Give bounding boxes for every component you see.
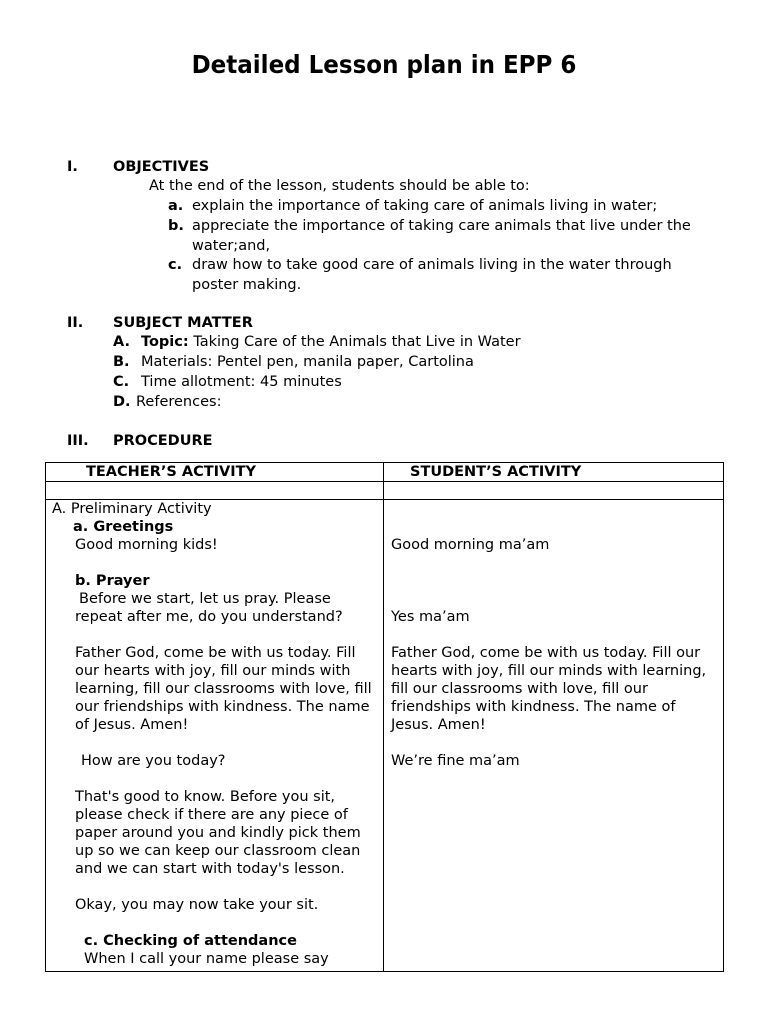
teacher-greeting: Good morning kids! [75, 537, 218, 553]
subject-item [113, 373, 342, 393]
subject-bold: Topic: [141, 334, 189, 350]
preliminary-heading: A. Preliminary Activity [52, 501, 212, 517]
subject-text: Time allotment: 45 minutes [141, 374, 342, 390]
subject-text: References: [136, 394, 222, 410]
student-cell [384, 500, 724, 972]
objective-text: draw how to take good care of animals living in the water through poster making. [192, 257, 672, 293]
student-activity-header: STUDENT’S ACTIVITY [384, 463, 724, 482]
subject-item [113, 353, 474, 373]
student-prayer: Father God, come be with us today. Fill our hearts with joy, fill our minds with learning, fill our classrooms with love, fill our friendships with kindness. The name of Jesus. Amen! [391, 645, 707, 733]
teacher-attendance: When I call your name please say [84, 951, 329, 967]
student-yes: Yes ma’am [391, 609, 470, 625]
objective-text: appreciate the importance of taking care animals that live under the water;and, [192, 218, 691, 254]
blank-cell [46, 482, 384, 500]
blank-cell [384, 482, 724, 500]
subject-label: C. [113, 374, 130, 390]
subject-label: B. [113, 354, 130, 370]
subject-item [113, 393, 221, 413]
teacher-cell [46, 500, 384, 972]
table-header-row [46, 463, 724, 482]
objective-label: a. [168, 198, 184, 214]
subject-text: Materials: Pentel pen, manila paper, Cartolina [141, 354, 474, 370]
prayer-heading: b. Prayer [75, 573, 150, 589]
objectives-number: I. [67, 159, 78, 175]
table-row [46, 500, 724, 972]
objectives-intro: At the end of the lesson, students should be able to: [149, 178, 530, 194]
subject-item [113, 333, 521, 353]
teacher-prayer: Father God, come be with us today. Fill our hearts with joy, fill our minds with learning, fill our classrooms with love, fill our friendships with kindness. The name of Jesus. Amen! [75, 645, 372, 733]
teacher-check-paper: That's good to know. Before you sit, please check if there are any piece of paper around you and kindly pick them up so we can keep our classroom clean and we can start with today's lesson. [75, 789, 361, 877]
subject-label: D. [113, 394, 131, 410]
teacher-sit: Okay, you may now take your sit. [75, 897, 319, 913]
student-fine: We’re fine ma’am [391, 753, 520, 769]
objective-item [168, 256, 708, 295]
teacher-activity-header: TEACHER’S ACTIVITY [46, 463, 384, 482]
objective-item [168, 197, 728, 217]
subject-matter-number: II. [67, 315, 84, 331]
greetings-heading: a. Greetings [73, 519, 174, 535]
student-greeting: Good morning ma’am [391, 537, 550, 553]
table-row [46, 482, 724, 500]
objectives-heading: OBJECTIVES [113, 159, 210, 175]
subject-text: Taking Care of the Animals that Live in Water [193, 334, 521, 350]
objective-label: b. [168, 218, 184, 234]
objective-label: c. [168, 257, 183, 273]
procedure-heading: PROCEDURE [113, 433, 213, 449]
objective-item [168, 217, 728, 256]
subject-matter-heading: SUBJECT MATTER [113, 315, 253, 331]
attendance-heading: c. Checking of attendance [84, 933, 297, 949]
prayer-intro: Before we start, let us pray. Please repeat after me, do you understand? [75, 591, 343, 625]
teacher-how-are-you: How are you today? [81, 753, 226, 769]
page-title: Detailed Lesson plan in EPP 6 [191, 50, 577, 79]
objective-text: explain the importance of taking care of animals living in water; [192, 198, 658, 214]
subject-label: A. [113, 334, 130, 350]
procedure-table [45, 462, 724, 972]
procedure-number: III. [67, 433, 89, 449]
